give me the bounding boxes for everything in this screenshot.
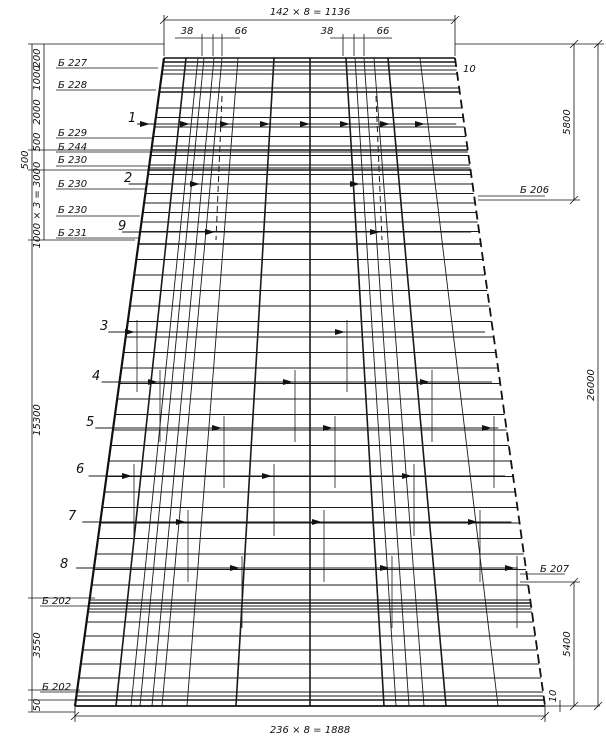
- mark-b206: Б 206: [520, 185, 550, 196]
- rod-arrow: [148, 379, 158, 385]
- top-left-spacing-38: 38: [180, 26, 194, 37]
- mark-b207: Б 207: [540, 564, 570, 575]
- rod-arrow: [420, 379, 430, 385]
- mark-b227: Б 227: [58, 58, 88, 69]
- mark-b229: Б 229: [58, 128, 88, 139]
- rod-arrow: [205, 229, 215, 235]
- top-total-dimension: 142 × 8 = 1136: [269, 7, 351, 18]
- rod-arrow: [370, 229, 380, 235]
- position-label-7: 7: [68, 509, 77, 524]
- rod-arrow: [180, 121, 190, 127]
- top-right-offset: 10: [463, 64, 476, 75]
- right-total-dimension: 26000: [586, 369, 597, 401]
- rod-arrow: [140, 121, 150, 127]
- left-dimension-1000: 1000: [32, 65, 43, 91]
- right-lower-dimension: 5400: [562, 631, 573, 657]
- rod-arrow: [176, 519, 186, 525]
- top-right-spacing-38: 38: [320, 26, 334, 37]
- bottom-dimension: [71, 700, 600, 722]
- mark-b230-3: Б 230: [58, 205, 88, 216]
- position-label-4: 4: [92, 369, 101, 384]
- rod-arrow: [283, 379, 293, 385]
- top-right-spacing-66: 66: [376, 26, 390, 37]
- mark-b231: Б 231: [58, 228, 88, 239]
- top-left-spacing-66: 66: [234, 26, 248, 37]
- left-dimension-15300: 15300: [32, 404, 43, 436]
- position-label-9: 9: [118, 219, 127, 234]
- mark-b202-lower: Б 202: [42, 682, 72, 693]
- rod-arrow: [380, 121, 390, 127]
- position-label-8: 8: [60, 557, 69, 572]
- mark-b244: Б 244: [58, 142, 88, 153]
- rod-arrow: [505, 565, 515, 571]
- position-label-1: 1: [128, 111, 137, 126]
- left-dimension-200: 200: [32, 48, 43, 68]
- rod-arrow: [260, 121, 270, 127]
- rod-arrow: [220, 121, 230, 127]
- rod-arrow: [340, 121, 350, 127]
- rod-arrow: [262, 473, 272, 479]
- left-dimension-1000x3: 1000 × 3 = 3000: [32, 161, 43, 249]
- rod-arrow: [402, 473, 412, 479]
- left-dimension-2000: 2000: [32, 99, 43, 125]
- bottom-right-offset: 10: [548, 689, 559, 703]
- rod-arrow: [380, 565, 390, 571]
- left-dimension-3550: 3550: [32, 632, 43, 658]
- rod-arrow: [122, 473, 132, 479]
- top-dimension: [160, 15, 459, 56]
- rod-arrow: [312, 519, 322, 525]
- mark-b228: Б 228: [58, 80, 88, 91]
- left-dimension-500b: 500: [20, 150, 31, 170]
- left-dimension-50: 50: [32, 698, 43, 712]
- rod-arrow: [230, 565, 240, 571]
- rod-arrow: [190, 181, 200, 187]
- rod-arrow: [350, 181, 360, 187]
- mark-b202-upper: Б 202: [42, 596, 72, 607]
- position-label-5: 5: [86, 415, 95, 430]
- rod-arrow: [335, 329, 345, 335]
- position-label-3: 3: [100, 319, 109, 334]
- mark-b230-2: Б 230: [58, 179, 88, 190]
- left-dimension-500a: 500: [32, 132, 43, 152]
- bottom-total-dimension: 236 × 8 = 1888: [269, 725, 351, 736]
- mark-b230-1: Б 230: [58, 155, 88, 166]
- position-label-6: 6: [76, 462, 85, 477]
- right-upper-dimension: 5800: [562, 109, 573, 135]
- rod-arrow: [415, 121, 425, 127]
- rod-arrow: [300, 121, 310, 127]
- position-label-2: 2: [124, 171, 133, 186]
- right-dimension-chain: [455, 40, 604, 710]
- position-rods: [76, 121, 518, 628]
